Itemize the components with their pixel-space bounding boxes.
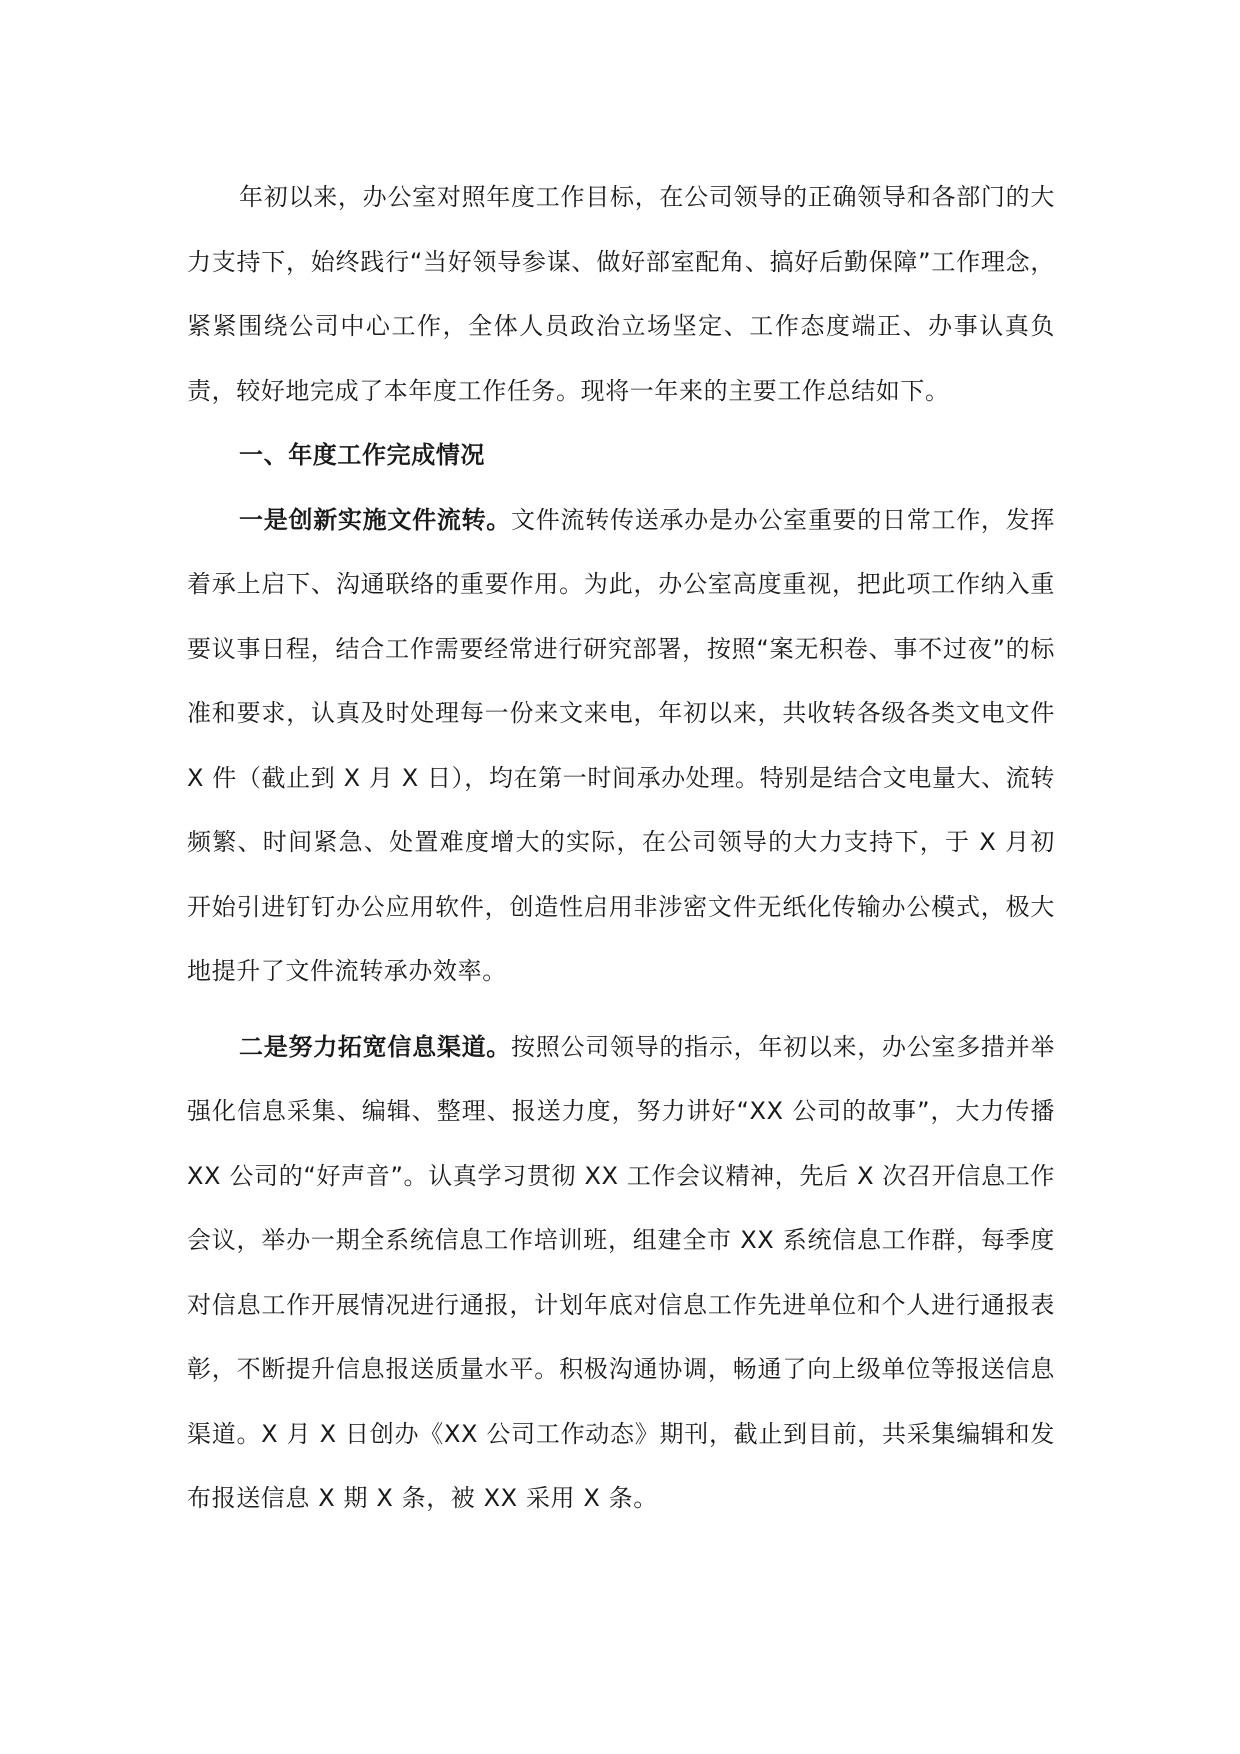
item-paragraph-document-flow — [187, 488, 1055, 1004]
intro-paragraph — [187, 165, 1055, 423]
section-heading — [187, 423, 1055, 488]
document-body — [187, 165, 1055, 1531]
section-heading-text: 一、年度工作完成情况 — [239, 441, 485, 469]
item-lead-document-flow: 一是创新实施文件流转。 — [239, 505, 512, 534]
item-text-information-channels: 按照公司领导的指示，年初以来，办公室多措并举强化信息采集、编辑、整理、报送力度，努力讲好“XX 公司的故事”，大力传播 XX 公司的“好声音”。认真学习贯彻 XX 工作会议精神，先后 X 次召开信息工作会议，举办一期全系统信息工作培训班，组建全市 XX 系统信息工作群，每季度对信息工作开展情况进行通报，计划年底对信息工作先进单位和个人进行通报表彰，不断提升信息报送质量水平。积极沟通协调，畅通了向上级单位等报送信息渠道。X 月 X 日创办《XX 公司工作动态》期刊，截止到目前，共采集编辑和发布报送信息 X 期 X 条，被 XX 采用 X 条。 — [187, 1032, 1055, 1512]
item-paragraph-information-channels — [187, 1015, 1055, 1531]
item-text-document-flow: 文件流转传送承办是办公室重要的日常工作，发挥着承上启下、沟通联络的重要作用。为此，办公室高度重视，把此项工作纳入重要议事日程，结合工作需要经常进行研究部署，按照“案无积卷、事不过夜”的标准和要求，认真及时处理每一份来文来电，年初以来，共收转各级各类文电文件 X 件（截止到 X 月 X 日），均在第一时间承办处理。特别是结合文电量大、流转频繁、时间紧急、处置难度增大的实际，在公司领导的大力支持下，于 X 月初开始引进钉钉办公应用软件，创造性启用非涉密文件无纸化传输办公模式，极大地提升了文件流转承办效率。 — [187, 505, 1055, 985]
intro-paragraph-text: 年初以来，办公室对照年度工作目标，在公司领导的正确领导和各部门的大力支持下，始终践行“当好领导参谋、做好部室配角、搞好后勤保障”工作理念，紧紧围绕公司中心工作，全体人员政治立场坚定、工作态度端正、办事认真负责，较好地完成了本年度工作任务。现将一年来的主要工作总结如下。 — [187, 183, 1055, 405]
item-lead-information-channels: 二是努力拓宽信息渠道。 — [239, 1032, 512, 1061]
